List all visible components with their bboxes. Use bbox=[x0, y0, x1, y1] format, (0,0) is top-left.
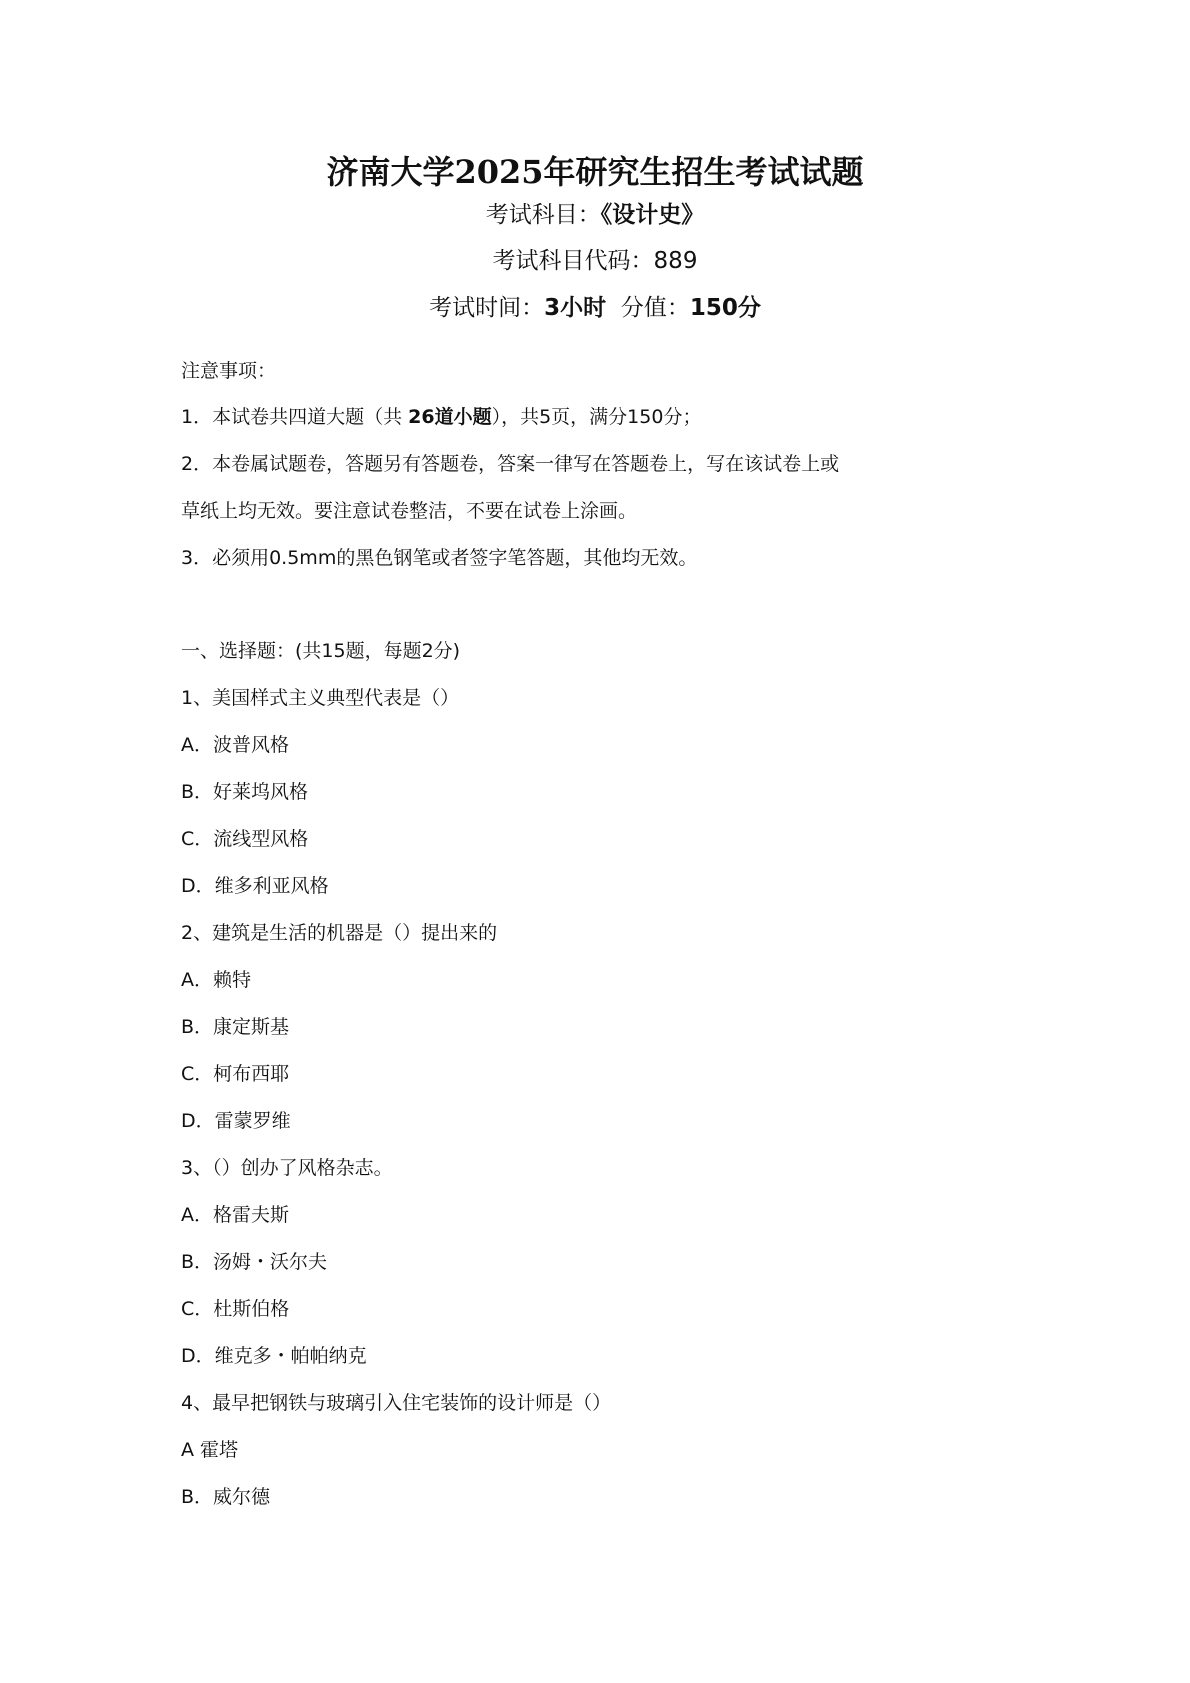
question-1-option-a: A．波普风格 bbox=[181, 734, 289, 756]
question-1: 1、美国样式主义典型代表是（） bbox=[181, 687, 460, 709]
exam-subject-label: 考试科目： bbox=[485, 202, 601, 228]
notice-heading: 注意事项： bbox=[181, 360, 277, 382]
question-3-option-c: C．杜斯伯格 bbox=[181, 1298, 290, 1320]
exam-subject-value: 《设计史》 bbox=[600, 202, 705, 228]
question-2-option-c: C．柯布西耶 bbox=[181, 1063, 290, 1085]
exam-subject bbox=[0, 200, 1190, 230]
page-title: 济南大学2025年研究生招生考试试题 bbox=[326, 153, 864, 191]
exam-time-label: 考试时间： bbox=[429, 295, 545, 321]
notice-item-2-line-2: 草纸上均无效。要注意试卷整洁，不要在试卷上涂画。 bbox=[181, 500, 638, 522]
exam-code-label: 考试科目代码： bbox=[492, 248, 654, 274]
question-1-option-b: B．好莱坞风格 bbox=[181, 781, 309, 803]
question-3-option-b: B．汤姆・沃尔夫 bbox=[181, 1251, 328, 1273]
notice-item-1 bbox=[181, 404, 701, 430]
question-3: 3、（）创办了风格杂志。 bbox=[181, 1157, 393, 1179]
question-4: 4、最早把钢铁与玻璃引入住宅装饰的设计师是（） bbox=[181, 1392, 612, 1414]
section-heading: 一、选择题：(共15题，每题2分) bbox=[181, 640, 461, 662]
exam-code bbox=[0, 246, 1190, 276]
question-3-option-d: D．维克多・帕帕纳克 bbox=[181, 1345, 367, 1367]
notice-item-3: 3．必须用0.5mm的黑色钢笔或者签字笔答题，其他均无效。 bbox=[181, 547, 698, 569]
exam-time-value: 3小时 bbox=[544, 295, 607, 321]
question-2-option-a: A．赖特 bbox=[181, 969, 251, 991]
question-4-option-a: A 霍塔 bbox=[181, 1439, 239, 1461]
question-2-option-b: B．康定斯基 bbox=[181, 1016, 290, 1038]
question-2: 2、建筑是生活的机器是（）提出来的 bbox=[181, 922, 498, 944]
exam-time bbox=[0, 293, 1190, 323]
notice-item-2-line-1: 2．本卷属试题卷，答题另有答题卷，答案一律写在答题卷上，写在该试卷上或 bbox=[181, 453, 840, 475]
question-2-option-d: D．雷蒙罗维 bbox=[181, 1110, 291, 1132]
notice-item-1-c: ），共5页，满分150分； bbox=[491, 406, 702, 428]
notice-item-1-a: 1．本试卷共四道大题（共 bbox=[181, 406, 409, 428]
exam-score-label: 分值： bbox=[620, 295, 690, 321]
question-3-option-a: A．格雷夫斯 bbox=[181, 1204, 289, 1226]
question-1-option-c: C．流线型风格 bbox=[181, 828, 309, 850]
exam-code-value: 889 bbox=[653, 248, 698, 274]
question-1-option-d: D．维多利亚风格 bbox=[181, 875, 329, 897]
question-4-option-b: B．威尔德 bbox=[181, 1486, 271, 1508]
exam-score-value: 150分 bbox=[689, 295, 761, 321]
notice-item-1-b: 26道小题 bbox=[408, 406, 492, 428]
